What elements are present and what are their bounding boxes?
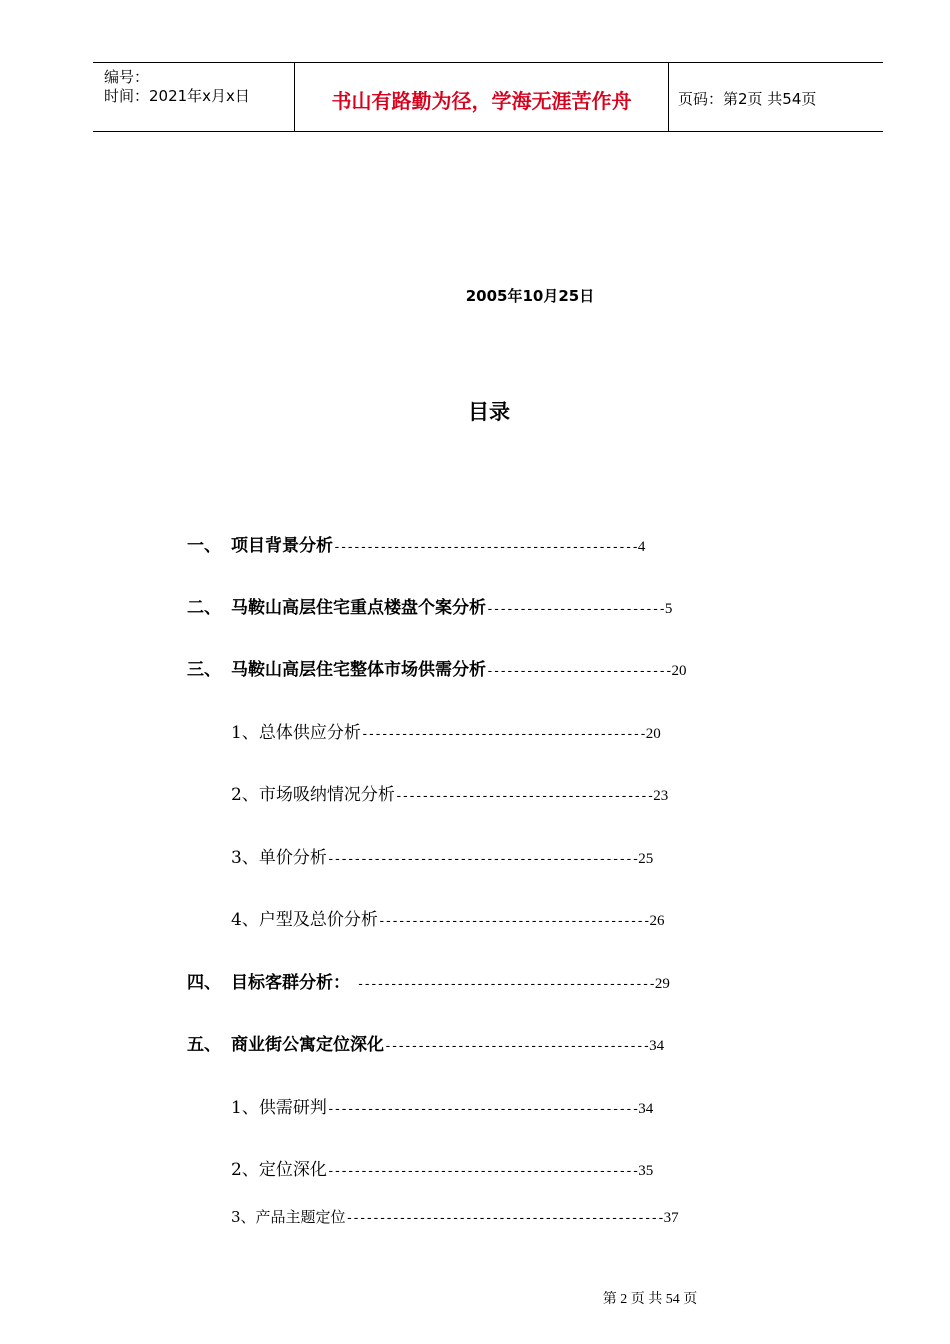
document-time: 时间：2021年x月x日: [104, 87, 250, 105]
toc-entry-leader: ----------------------------------------------: [333, 540, 638, 555]
toc-entry-leader: ------------------------------------------------: [345, 1211, 664, 1226]
toc-entry-text: 3、单价分析: [231, 848, 327, 868]
toc-entry[interactable]: [187, 531, 645, 556]
toc-entry-leader: -----------------------------------------------: [326, 1164, 639, 1179]
toc-entry-leader: ---------------------------------------: [394, 789, 654, 804]
toc-entry-leader: ----------------------------: [486, 664, 672, 679]
toc-entry-page: 4: [637, 539, 646, 555]
toc-entry-leader: -------------------------------------------: [360, 727, 646, 742]
toc-entry-page: 29: [654, 976, 670, 992]
toc-entry[interactable]: [187, 968, 670, 993]
toc-entry-page: 5: [664, 601, 673, 617]
page-header: [93, 62, 883, 132]
toc-entry[interactable]: [231, 1093, 653, 1118]
header-motto-cell: [295, 63, 669, 131]
toc-entry-leader: -----------------------------------------------: [326, 852, 639, 867]
document-date: 2005年10月25日: [465, 287, 595, 305]
toc-entry-leader: ----------------------------------------: [384, 1039, 650, 1054]
toc-entry-page: 26: [649, 913, 665, 929]
toc-entry-leader: ---------------------------: [486, 602, 665, 617]
header-info-cell: [93, 63, 295, 131]
toc-entry[interactable]: [231, 718, 661, 743]
toc-entry-page: 34: [649, 1038, 665, 1054]
toc-entry[interactable]: [231, 843, 653, 868]
header-page-cell: [669, 63, 883, 131]
document-number: 编号：: [104, 68, 150, 86]
toc-entry-leader: ---------------------------------------------: [350, 977, 655, 992]
page-footer: 第 2 页 共 54 页: [602, 1292, 698, 1307]
toc-entry-text: 1、供需研判: [231, 1098, 327, 1118]
toc-entry-page: 20: [645, 726, 661, 742]
toc-entry[interactable]: [231, 780, 668, 805]
toc-entry-leader: -----------------------------------------: [377, 914, 650, 929]
toc-entry-text: 商业街公寓定位深化: [231, 1035, 384, 1055]
toc-entry-page: 23: [653, 788, 669, 804]
toc-entry-text: 马鞍山高层住宅整体市场供需分析: [231, 660, 486, 680]
toc-entry-number: 一、: [187, 536, 221, 556]
toc-entry-leader: -----------------------------------------------: [326, 1102, 639, 1117]
toc-entry-text: 3、产品主题定位: [231, 1208, 346, 1226]
toc-entry-page: 20: [671, 663, 687, 679]
toc-entry[interactable]: [187, 655, 687, 680]
toc-entry-text: 2、定位深化: [231, 1160, 327, 1180]
toc-entry-text: 2、市场吸纳情况分析: [231, 785, 395, 805]
toc-title: 目录: [468, 400, 510, 424]
header-motto: 书山有路勤为径，学海无涯苦作舟: [331, 89, 632, 113]
toc-entry[interactable]: [231, 1206, 679, 1227]
toc-entry[interactable]: [187, 1030, 664, 1055]
toc-entry-page: 37: [663, 1210, 679, 1226]
toc-entry-text: 马鞍山高层住宅重点楼盘个案分析: [231, 598, 486, 618]
toc-entry-number: 五、: [187, 1035, 221, 1055]
toc-entry[interactable]: [231, 1155, 653, 1180]
toc-entry-text: 项目背景分析: [231, 536, 333, 556]
toc-entry-text: 目标客群分析：: [231, 973, 350, 993]
toc-entry-number: 四、: [187, 973, 221, 993]
toc-entry-page: 25: [638, 851, 654, 867]
toc-entry[interactable]: [187, 593, 672, 618]
toc-entry-page: 35: [638, 1163, 654, 1179]
toc-entry-page: 34: [638, 1101, 654, 1117]
toc-entry-number: 三、: [187, 660, 221, 680]
toc-entry-text: 4、户型及总价分析: [231, 910, 378, 930]
toc-entry[interactable]: [231, 905, 665, 930]
toc-entry-text: 1、总体供应分析: [231, 723, 361, 743]
header-page-number: 页码：第2页 共54页: [678, 90, 817, 108]
toc-entry-number: 二、: [187, 598, 221, 618]
